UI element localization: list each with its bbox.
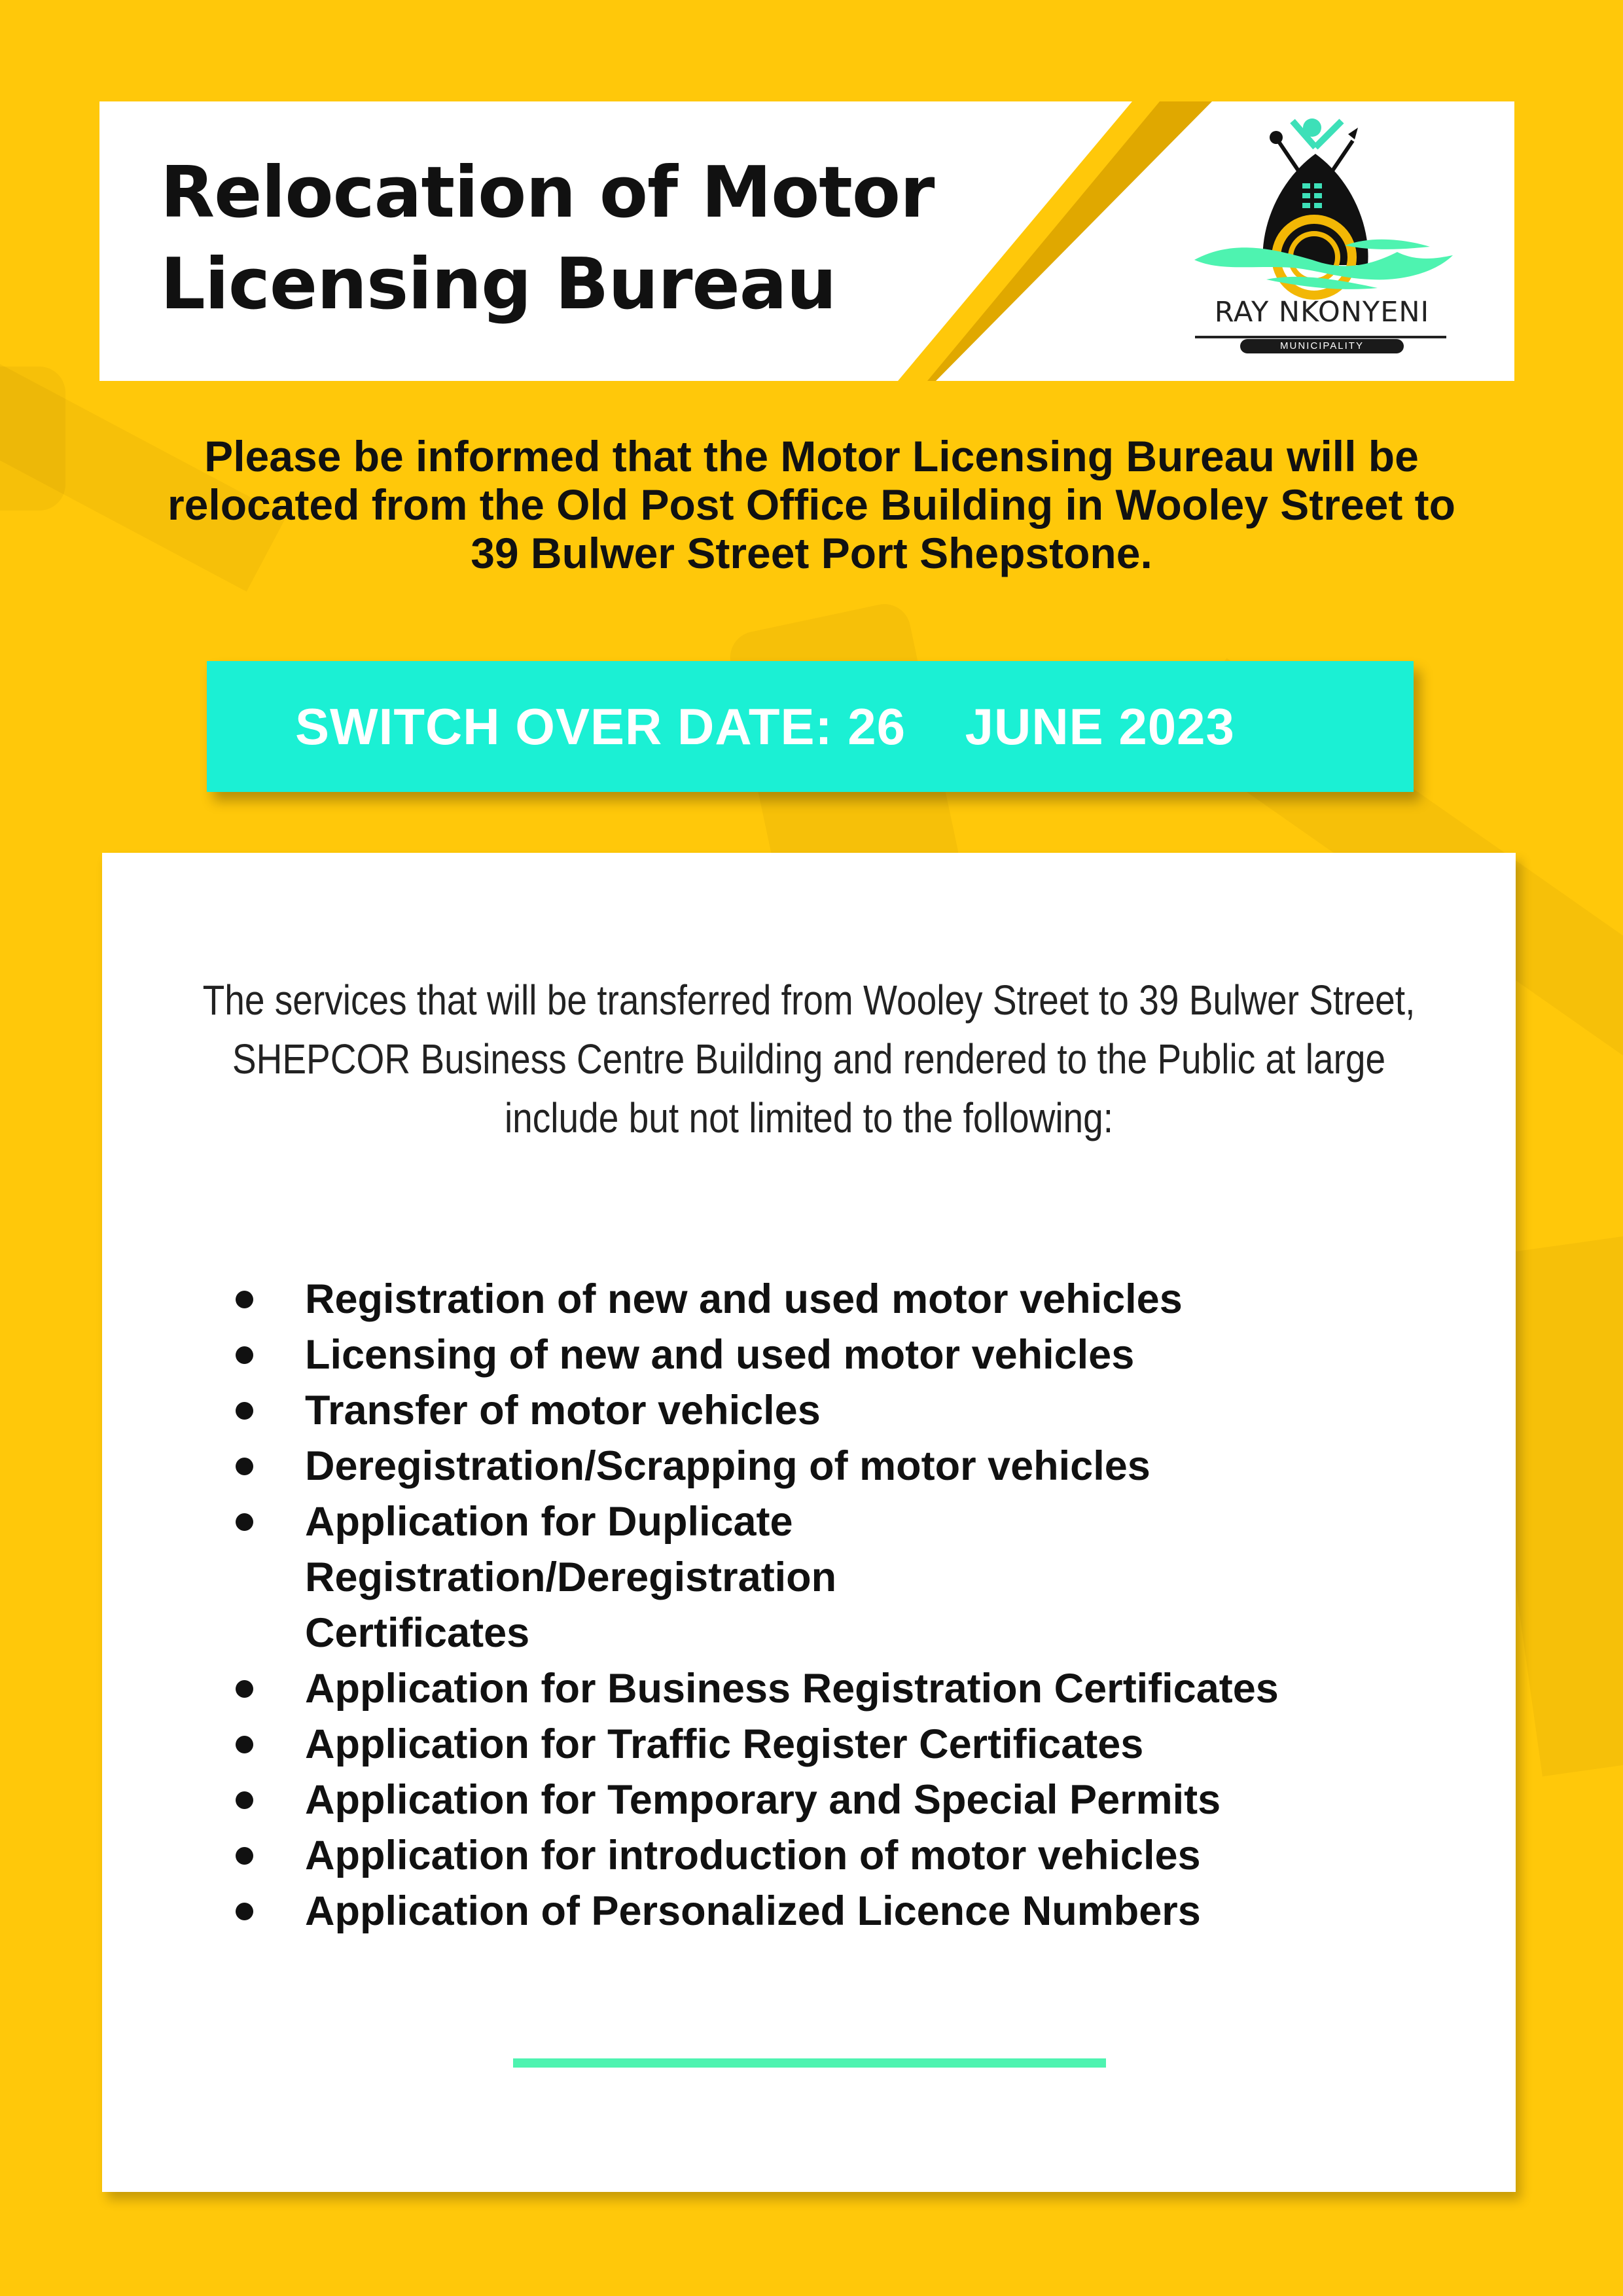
accent-divider	[513, 2058, 1106, 2068]
logo-name: RAY NKONYENI	[1214, 296, 1430, 329]
service-item: Application for Traffic Register Certificates	[226, 1717, 1470, 1772]
service-item: Application for introduction of motor vehicles	[226, 1828, 1470, 1884]
service-item: Licensing of new and used motor vehicles	[226, 1327, 1470, 1383]
service-item: Application for Duplicate Registration/Deregistration Certificates	[226, 1494, 894, 1661]
page-title: Relocation of Motor Licensing Bureau	[160, 152, 935, 325]
switch-over-date-banner	[207, 661, 1414, 792]
service-item: Application of Personalized Licence Numbers	[226, 1884, 1470, 1939]
services-intro: The services that will be transferred from Wooley Street to 39 Bulwer Street, SHEPCOR Business Centre Building and rendered to the Public at large include but not limited to the following:	[202, 977, 1416, 1141]
services-card	[102, 853, 1516, 2192]
services-list	[226, 1272, 1470, 1939]
service-item: Registration of new and used motor vehicles	[226, 1272, 1470, 1327]
relocation-notice: Please be informed that the Motor Licensing Bureau will be relocated from the Old Post Office Building in Wooley Street to 39 Bulwer Street Port Shepstone.	[168, 432, 1455, 577]
logo-divider	[1195, 336, 1446, 338]
logo-subtitle: MUNICIPALITY	[1240, 339, 1404, 353]
service-item: Transfer of motor vehicles	[226, 1383, 1470, 1439]
service-item: Deregistration/Scrapping of motor vehicles	[226, 1439, 1470, 1494]
switch-over-date: SWITCH OVER DATE: 26 JUNE 2023	[295, 698, 1235, 755]
service-item: Application for Business Registration Certificates	[226, 1661, 1470, 1717]
service-item: Application for Temporary and Special Permits	[226, 1772, 1470, 1828]
